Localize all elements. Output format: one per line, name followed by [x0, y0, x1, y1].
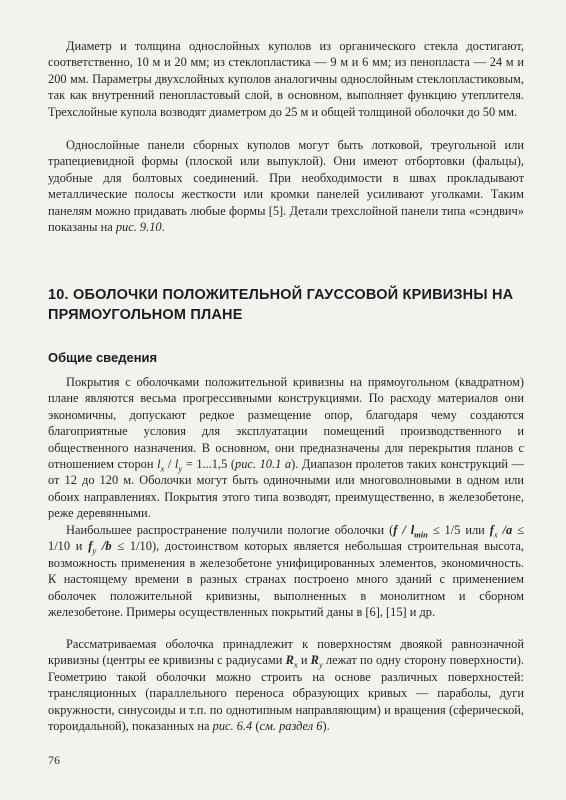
paragraph-positive-curvature: Покрытия с оболочками положительной кривизны на прямоугольном (квадратном) плане являются весьма прогрессивными конструкциями. По расходу материалов они экономичны, допускают редкое размещение опор, благодаря чему создаются благоприятные условия для эксплуатации помещений производственного и общественного назначения. В основном, они предназначены для перекрытия планов с отношением сторон $l_x / l_y = 1...1,5$ (рис. 10.1 а). Диапазон пролетов таких конструкций — от 12 до 120 м. Оболочки могут быть одиночными или многоволновыми в одном или обоих направлениях. Покрытия этого типа возводят, преимущественно, в железобетоне, реже деревянными. — [48, 375, 524, 521]
page-number: 76 — [48, 753, 60, 767]
paragraph-shallow-shells: Наибольшее распространение получили пологие оболочки ($f / l_{min} \le 1/5$ или $f_x$ /a ≤ 1/10 и $f_y$ /b ≤ 1/10), достоинством которых является небольшая строительная высота, возможность применения в железобетоне унифицированных элементов, экономичность. К настоящему времени в разных странах построено много зданий с применением оболочек положительной кривизны, выполненных в монолитном и сборном железобетоне. Примеры осуществленных покрытий даны в [6], [15] и др. — [48, 523, 524, 620]
paragraph-panels: Однослойные панели сборных куполов могут быть лотковой, треугольной или трапециевидной формы (плоской или выпуклой). Они имеют отбортовки (фальцы), удобные для болтовых соединений. При необходимости в швах прокладывают металлические полосы жесткости или кромки панелей усиливают уголками. Таким панелям можно придавать любые формы [5]. Детали трехслойной панели типа «сэндвич» показаны на рис. 9.10. — [48, 138, 524, 235]
chapter-heading: 10. ОБОЛОЧКИ ПОЛОЖИТЕЛЬНОЙ ГАУССОВОЙ КРИВИЗНЫ НА ПРЯМОУГОЛЬНОМ ПЛАНЕ — [48, 287, 514, 323]
figure-reference: рис. 9.10 — [115, 220, 162, 235]
figure-reference: рис. 6.4 — [212, 719, 253, 734]
section-reference: см. раздел 6 — [259, 719, 323, 734]
paragraph-surface-geometry: Рассматриваемая оболочка принадлежит к поверхностям двоякой равнозначной кривизны (центры ее кривизны с радиусами $R_x$ и $R_y$ лежат по одну сторону поверхности). Геометрию такой оболочки можно строить на основе различных поверхностей: трансляционных (параллельного переноса образующих кривых — параболы, дуги окружности, синусоиды и т.п. по однотипным направляющим) и вращения (сферической, тороидальной), показанных на рис. 6.4 (см. раздел 6). — [48, 637, 524, 734]
section-heading: Общие сведения — [48, 350, 158, 365]
paragraph-domes-dimensions: Диаметр и толщина однослойных куполов из органического стекла достигают, соответственно, 10 м и 20 мм; из стеклопластика — 9 м и 6 мм; из пенопласта — 24 м и 200 мм. Параметры двухслойных куполов аналогичны однослойным стеклопластиковым, так как внутренний пенопластовый слой, в основном, выполняет функцию утеплителя. Трехслойные купола возводят диаметром до 25 м и общей толщиной оболочки до 50 мм. — [48, 39, 524, 119]
figure-reference: рис. 10.1 а — [235, 457, 292, 472]
